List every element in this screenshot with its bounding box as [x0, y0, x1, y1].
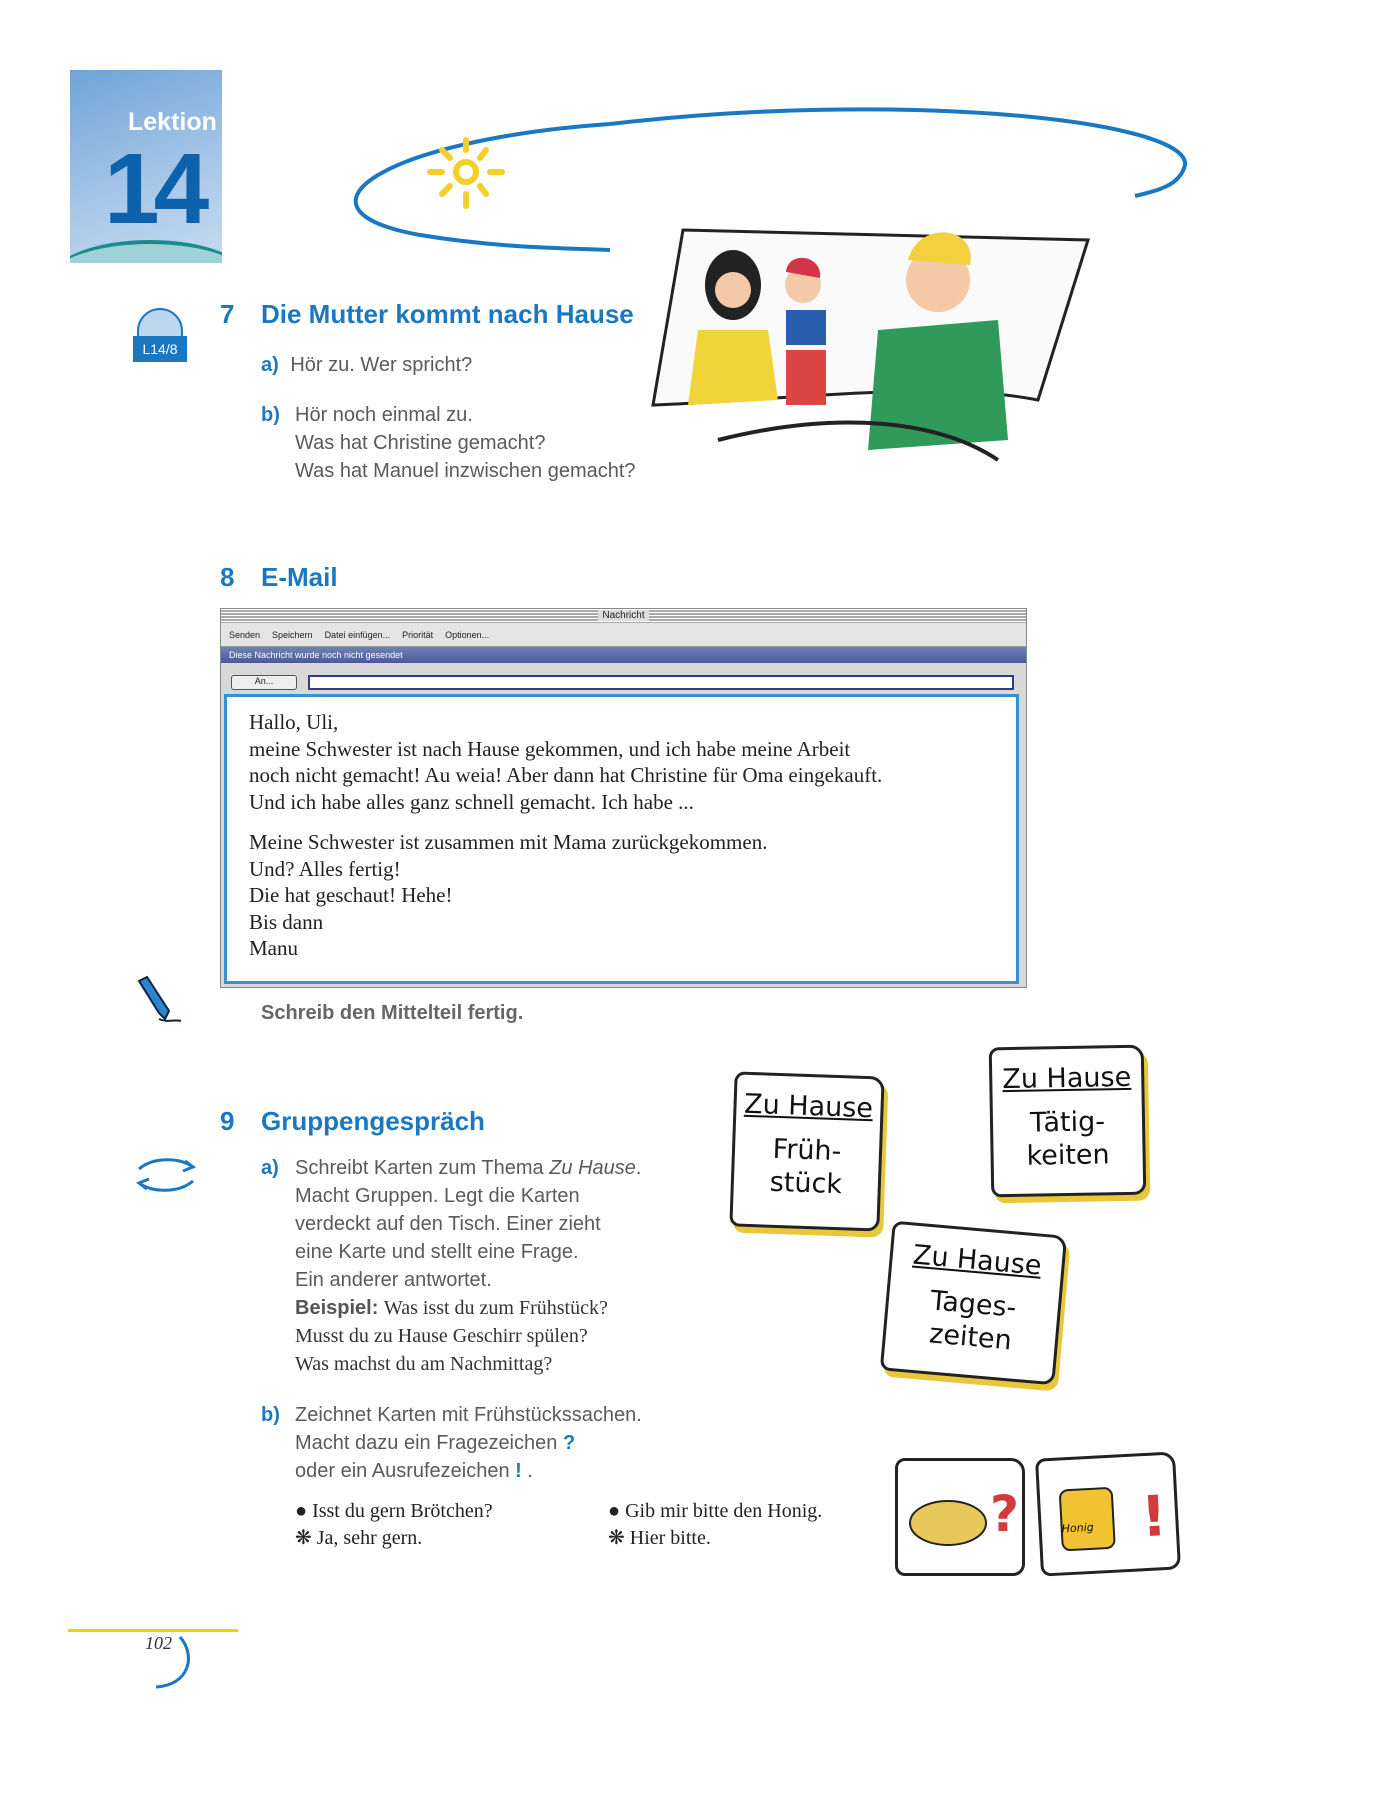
text-line: Macht dazu ein Fragezeichen — [295, 1432, 558, 1454]
to-field[interactable] — [308, 675, 1014, 690]
text-line: Und ich habe alles ganz schnell gemacht. Ich habe ... — [249, 789, 694, 814]
text-line: ● Gib mir bitte den Honig. — [608, 1500, 823, 1522]
text-line: Die hat geschaut! Hehe! — [249, 883, 453, 907]
save-button[interactable]: Speichern — [272, 629, 313, 640]
exercise-8-title: E-Mail — [261, 562, 338, 592]
dialog-2 — [608, 1498, 822, 1552]
example-label: Beispiel: — [295, 1297, 379, 1319]
exercise-7-title: Die Mutter kommt nach Hause — [261, 299, 634, 329]
card-title: Zu Hause — [743, 1088, 874, 1125]
honey-jar-label: Honig — [1061, 1520, 1095, 1536]
window-title-bar — [221, 609, 1026, 623]
text-line: noch nicht gemacht! Au weia! Aber dann hat Christine für Oma eingekauft. — [249, 763, 883, 787]
exercise-9a-text — [295, 1154, 641, 1378]
question-mark-symbol: ? — [562, 1432, 576, 1454]
topic-card-breakfast — [729, 1071, 884, 1231]
text-line: Schreibt Karten zum Thema — [295, 1157, 550, 1179]
text-line: Tages- — [929, 1285, 1018, 1324]
window-title: Nachricht — [598, 610, 648, 621]
text-line: Was hat Christine gemacht? — [295, 432, 546, 454]
exercise-9b-text: Zeichnet Karten mit Frühstückssachen. Macht dazu ein Fragezeichen ? oder ein Ausrufezeichen ! . — [295, 1401, 642, 1485]
text-line: Hallo, Uli, — [249, 710, 339, 734]
honey-jar-icon — [1038, 1455, 1178, 1574]
email-body[interactable] — [224, 694, 1019, 984]
exercise-9b-label: b) — [261, 1404, 280, 1426]
text-line: Ein anderer antwortet. — [295, 1269, 492, 1291]
text-line: keiten — [1026, 1139, 1110, 1172]
exclamation-mark-symbol: ! — [515, 1460, 522, 1482]
text-line: verdeckt auf den Tisch. Einer zieht — [295, 1213, 601, 1235]
attach-file-button[interactable]: Datei einfügen... — [324, 629, 391, 640]
card-title: Zu Hause — [911, 1239, 1043, 1282]
exercise-8-instruction: Schreib den Mittelteil fertig. — [261, 1002, 524, 1024]
topic-card-times-of-day — [880, 1221, 1067, 1386]
exercise-8-number: 8 — [220, 562, 235, 592]
page-number: 102 — [145, 1633, 172, 1653]
text-line: . — [635, 1157, 642, 1179]
text-line: Tätig- — [1029, 1106, 1106, 1139]
text-line: zeiten — [927, 1318, 1013, 1357]
page-arc-decoration — [150, 1635, 200, 1695]
exercise-7a-text: Hör zu. Wer spricht? — [290, 354, 473, 376]
text-line: Meine Schwester ist zusammen mit Mama zurückgekommen. — [249, 830, 768, 854]
dialog-1 — [295, 1498, 493, 1552]
text-line: Was isst du zum Frühstück? — [383, 1297, 608, 1319]
text-line: Bis dann — [249, 909, 324, 934]
text-line: ❋ Hier bitte. — [608, 1527, 711, 1549]
roll-question-card — [895, 1458, 1025, 1576]
text-line: oder ein Ausrufezeichen — [295, 1460, 510, 1482]
text-line: Und? Alles fertig! — [249, 856, 401, 881]
exercise-7b-text — [295, 401, 636, 485]
options-button[interactable]: Optionen... — [445, 629, 490, 640]
unsent-info-bar: Diese Nachricht wurde noch nicht gesendet — [221, 647, 1026, 663]
text-line: Was hat Manuel inzwischen gemacht? — [295, 460, 636, 482]
priority-dropdown[interactable]: Priorität — [402, 629, 434, 640]
text-line: Musst du zu Hause Geschirr spülen? — [295, 1325, 588, 1347]
exercise-9a-label: a) — [261, 1157, 279, 1179]
svg-text:!: ! — [1139, 1483, 1169, 1551]
text-line: Macht Gruppen. Legt die Karten — [295, 1185, 580, 1207]
honey-exclamation-card — [1035, 1451, 1181, 1576]
send-button[interactable]: Senden — [229, 629, 261, 640]
text-line: ❋ Ja, sehr gern. — [295, 1527, 423, 1549]
exercise-7b-label: b) — [261, 404, 280, 426]
text-line: Was machst du am Nachmittag? — [295, 1353, 553, 1375]
cd-track-label: L14/8 — [133, 336, 187, 362]
text-line: meine Schwester ist nach Hause gekommen, und ich habe meine Arbeit — [249, 736, 851, 761]
text-line: Manu — [249, 936, 298, 960]
text-line: Früh- — [772, 1133, 842, 1168]
exchange-arrows-icon — [133, 1155, 199, 1195]
family-illustration — [638, 200, 1098, 480]
email-window — [220, 608, 1027, 988]
email-toolbar — [221, 623, 1026, 647]
exercise-9-number: 9 — [220, 1106, 235, 1136]
lektion-badge — [70, 70, 222, 263]
lektion-number: 14 — [104, 133, 204, 245]
svg-text:?: ? — [990, 1485, 1020, 1543]
exercise-7-number: 7 — [220, 299, 235, 329]
cd-track-icon — [133, 308, 187, 362]
text-line: Hör noch einmal zu. — [295, 404, 473, 426]
to-button[interactable]: An... — [231, 675, 297, 690]
topic-card-activities — [989, 1045, 1147, 1198]
pencil-icon — [135, 975, 185, 1025]
topic-emphasis: Zu Hause — [549, 1157, 636, 1179]
bread-roll-icon — [898, 1461, 1022, 1573]
text-line: eine Karte und stellt eine Frage. — [295, 1241, 579, 1263]
lektion-label: Lektion — [128, 108, 217, 136]
footer-line — [68, 1629, 238, 1632]
card-title: Zu Hause — [1002, 1061, 1132, 1096]
exercise-9-title: Gruppengespräch — [261, 1106, 485, 1136]
text-line: stück — [769, 1166, 843, 1201]
text-line: ● Isst du gern Brötchen? — [295, 1500, 493, 1522]
exercise-7a-label: a) — [261, 354, 279, 376]
text-line: Zeichnet Karten mit Frühstückssachen. — [295, 1404, 642, 1426]
